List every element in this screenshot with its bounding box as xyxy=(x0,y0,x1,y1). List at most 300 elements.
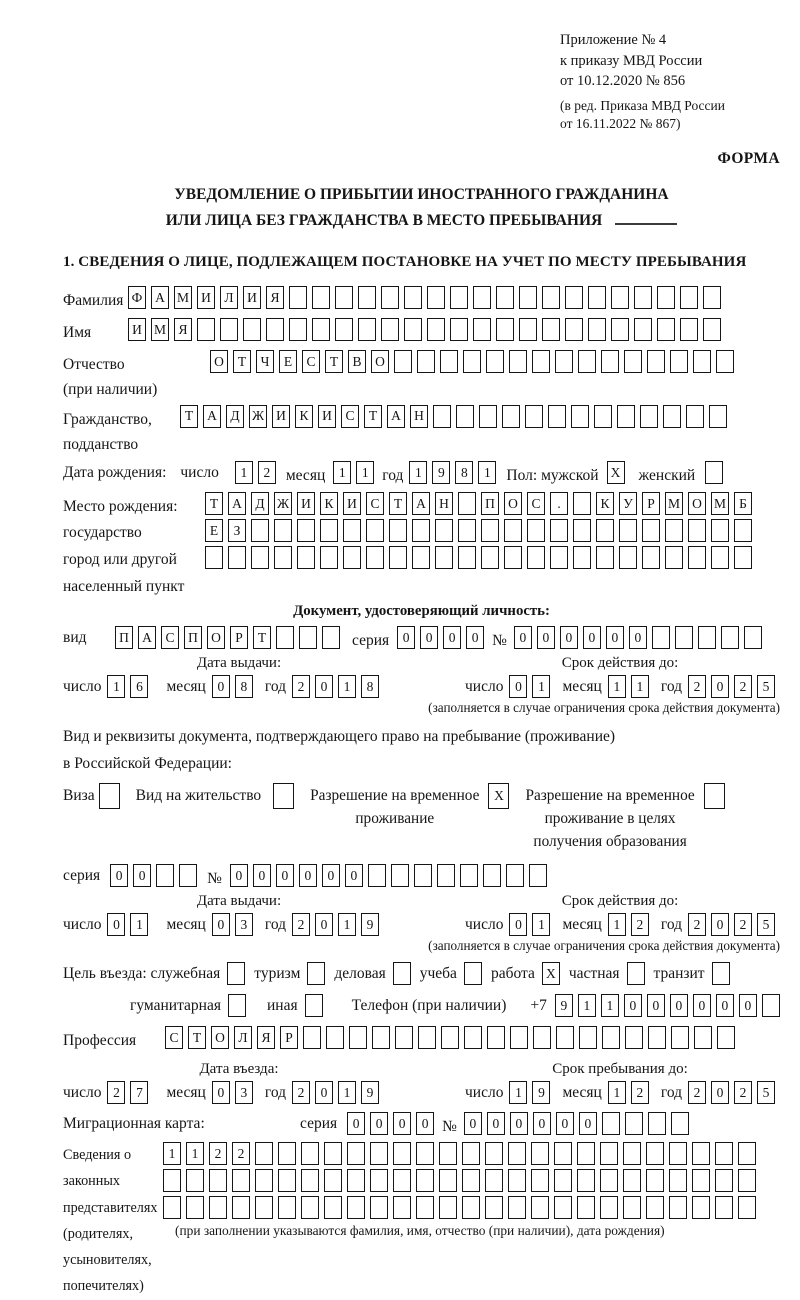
form-cell[interactable]: 2 xyxy=(631,913,649,936)
form-cell[interactable] xyxy=(404,318,422,341)
form-cell[interactable]: А xyxy=(387,405,405,428)
form-cell[interactable]: П xyxy=(115,626,133,649)
form-cell[interactable] xyxy=(519,286,537,309)
form-cell[interactable]: 1 xyxy=(163,1142,181,1165)
form-cell[interactable]: 1 xyxy=(356,461,374,484)
form-cell[interactable] xyxy=(703,318,721,341)
form-cell[interactable] xyxy=(588,286,606,309)
form-cell[interactable] xyxy=(274,519,292,542)
form-cell[interactable]: 2 xyxy=(232,1142,250,1165)
form-cell[interactable] xyxy=(648,1026,666,1049)
male-checkbox[interactable] xyxy=(607,461,625,484)
form-cell[interactable]: П xyxy=(184,626,202,649)
form-cell[interactable]: Я xyxy=(257,1026,275,1049)
form-cell[interactable] xyxy=(381,318,399,341)
form-cell[interactable] xyxy=(508,1169,526,1192)
form-cell[interactable] xyxy=(715,1142,733,1165)
form-cell[interactable]: К xyxy=(295,405,313,428)
form-cell[interactable] xyxy=(601,350,619,373)
form-cell[interactable] xyxy=(571,405,589,428)
form-cell[interactable] xyxy=(504,519,522,542)
phone-cells[interactable] xyxy=(555,994,780,1017)
form-cell[interactable] xyxy=(416,1196,434,1219)
form-cell[interactable] xyxy=(299,626,317,649)
form-cell[interactable]: 7 xyxy=(130,1081,148,1104)
form-cell[interactable]: О xyxy=(371,350,389,373)
form-cell[interactable] xyxy=(370,1169,388,1192)
form-cell[interactable] xyxy=(671,1112,689,1135)
form-cell[interactable]: 1 xyxy=(601,994,619,1017)
form-cell[interactable]: 0 xyxy=(315,1081,333,1104)
form-cell[interactable] xyxy=(481,546,499,569)
form-cell[interactable] xyxy=(652,626,670,649)
form-cell[interactable] xyxy=(623,1196,641,1219)
form-cell[interactable] xyxy=(227,962,245,985)
form-cell[interactable]: 2 xyxy=(292,675,310,698)
form-cell[interactable] xyxy=(301,1196,319,1219)
form-cell[interactable]: 0 xyxy=(393,1112,411,1135)
form-cell[interactable] xyxy=(324,1169,342,1192)
form-cell[interactable] xyxy=(669,1196,687,1219)
form-cell[interactable] xyxy=(433,405,451,428)
form-cell[interactable] xyxy=(502,405,520,428)
form-cell[interactable] xyxy=(404,286,422,309)
form-cell[interactable]: 2 xyxy=(688,1081,706,1104)
form-cell[interactable]: Д xyxy=(226,405,244,428)
form-cell[interactable]: А xyxy=(412,492,430,515)
form-cell[interactable] xyxy=(565,286,583,309)
form-cell[interactable] xyxy=(594,405,612,428)
form-cell[interactable] xyxy=(320,546,338,569)
form-cell[interactable]: 0 xyxy=(693,994,711,1017)
form-cell[interactable] xyxy=(99,783,120,809)
form-cell[interactable] xyxy=(738,1142,756,1165)
form-cell[interactable]: 3 xyxy=(235,1081,253,1104)
form-cell[interactable]: 0 xyxy=(711,675,729,698)
form-cell[interactable] xyxy=(391,864,409,887)
form-cell[interactable]: 0 xyxy=(110,864,128,887)
form-cell[interactable]: 0 xyxy=(420,626,438,649)
form-cell[interactable]: 0 xyxy=(509,675,527,698)
form-cell[interactable] xyxy=(450,286,468,309)
form-cell[interactable] xyxy=(372,1026,390,1049)
form-cell[interactable]: 1 xyxy=(107,675,125,698)
visa-checkbox[interactable] xyxy=(99,783,120,809)
form-cell[interactable] xyxy=(255,1169,273,1192)
form-cell[interactable] xyxy=(343,546,361,569)
form-cell[interactable]: Е xyxy=(205,519,223,542)
form-cell[interactable] xyxy=(473,318,491,341)
form-cell[interactable]: 1 xyxy=(478,461,496,484)
form-cell[interactable] xyxy=(427,318,445,341)
form-cell[interactable] xyxy=(716,350,734,373)
form-cell[interactable]: 2 xyxy=(107,1081,125,1104)
form-cell[interactable]: 0 xyxy=(560,626,578,649)
form-cell[interactable] xyxy=(228,546,246,569)
form-cell[interactable]: 0 xyxy=(133,864,151,887)
form-cell[interactable] xyxy=(550,519,568,542)
form-cell[interactable] xyxy=(312,286,330,309)
form-cell[interactable]: И xyxy=(128,318,146,341)
form-cell[interactable] xyxy=(414,864,432,887)
form-cell[interactable]: Е xyxy=(279,350,297,373)
form-cell[interactable] xyxy=(276,626,294,649)
form-cell[interactable] xyxy=(278,1196,296,1219)
form-cell[interactable] xyxy=(506,864,524,887)
form-cell[interactable] xyxy=(179,864,197,887)
form-cell[interactable] xyxy=(163,1196,181,1219)
form-cell[interactable] xyxy=(416,1142,434,1165)
form-cell[interactable]: 8 xyxy=(361,675,379,698)
form-cell[interactable] xyxy=(642,519,660,542)
form-cell[interactable] xyxy=(324,1196,342,1219)
form-cell[interactable]: Л xyxy=(234,1026,252,1049)
official-checkbox[interactable] xyxy=(227,962,245,985)
form-cell[interactable] xyxy=(458,519,476,542)
form-cell[interactable]: О xyxy=(210,350,228,373)
form-cell[interactable]: 8 xyxy=(235,675,253,698)
form-cell[interactable] xyxy=(418,1026,436,1049)
form-cell[interactable] xyxy=(577,1196,595,1219)
form-cell[interactable] xyxy=(394,350,412,373)
form-cell[interactable]: Д xyxy=(251,492,269,515)
form-cell[interactable] xyxy=(307,962,325,985)
form-cell[interactable]: И xyxy=(272,405,290,428)
form-cell[interactable]: 0 xyxy=(347,1112,365,1135)
form-cell[interactable] xyxy=(600,1196,618,1219)
form-cell[interactable]: 2 xyxy=(292,913,310,936)
form-cell[interactable] xyxy=(209,1169,227,1192)
other-checkbox[interactable] xyxy=(305,994,323,1017)
form-cell[interactable]: К xyxy=(596,492,614,515)
form-cell[interactable] xyxy=(297,546,315,569)
form-cell[interactable] xyxy=(531,1196,549,1219)
form-cell[interactable] xyxy=(416,1169,434,1192)
form-cell[interactable] xyxy=(220,318,238,341)
form-cell[interactable]: 2 xyxy=(209,1142,227,1165)
form-cell[interactable] xyxy=(487,1026,505,1049)
form-cell[interactable]: 1 xyxy=(532,675,550,698)
form-cell[interactable] xyxy=(462,1169,480,1192)
form-cell[interactable] xyxy=(483,864,501,887)
form-cell[interactable] xyxy=(596,546,614,569)
form-cell[interactable]: И xyxy=(243,286,261,309)
form-cell[interactable] xyxy=(717,1026,735,1049)
form-cell[interactable] xyxy=(711,519,729,542)
form-cell[interactable]: 0 xyxy=(370,1112,388,1135)
form-cell[interactable]: И xyxy=(297,492,315,515)
form-cell[interactable]: Т xyxy=(180,405,198,428)
form-cell[interactable] xyxy=(670,350,688,373)
form-cell[interactable] xyxy=(347,1142,365,1165)
form-cell[interactable] xyxy=(326,1026,344,1049)
business-checkbox[interactable] xyxy=(393,962,411,985)
form-cell[interactable] xyxy=(473,286,491,309)
form-cell[interactable] xyxy=(366,519,384,542)
form-cell[interactable] xyxy=(646,1142,664,1165)
form-cell[interactable] xyxy=(435,519,453,542)
form-cell[interactable]: М xyxy=(174,286,192,309)
form-cell[interactable] xyxy=(692,1196,710,1219)
form-cell[interactable] xyxy=(412,519,430,542)
form-cell[interactable]: Ч xyxy=(256,350,274,373)
form-cell[interactable]: Л xyxy=(220,286,238,309)
form-cell[interactable] xyxy=(602,1026,620,1049)
form-cell[interactable]: 1 xyxy=(608,675,626,698)
form-cell[interactable] xyxy=(156,864,174,887)
form-cell[interactable] xyxy=(647,350,665,373)
form-cell[interactable]: У xyxy=(619,492,637,515)
form-cell[interactable] xyxy=(464,1026,482,1049)
form-cell[interactable] xyxy=(542,286,560,309)
form-cell[interactable] xyxy=(450,318,468,341)
form-cell[interactable] xyxy=(255,1196,273,1219)
form-cell[interactable] xyxy=(646,1169,664,1192)
form-cell[interactable] xyxy=(680,318,698,341)
form-cell[interactable] xyxy=(532,350,550,373)
form-cell[interactable] xyxy=(579,1026,597,1049)
study-checkbox[interactable] xyxy=(464,962,482,985)
form-cell[interactable]: 8 xyxy=(455,461,473,484)
form-cell[interactable] xyxy=(163,1169,181,1192)
form-cell[interactable]: 5 xyxy=(757,675,775,698)
form-cell[interactable]: С xyxy=(302,350,320,373)
form-cell[interactable]: 2 xyxy=(688,913,706,936)
form-cell[interactable] xyxy=(301,1169,319,1192)
form-cell[interactable]: 0 xyxy=(579,1112,597,1135)
form-cell[interactable] xyxy=(634,286,652,309)
form-cell[interactable] xyxy=(412,546,430,569)
form-cell[interactable]: 2 xyxy=(734,913,752,936)
form-cell[interactable] xyxy=(510,1026,528,1049)
form-cell[interactable] xyxy=(305,994,323,1017)
form-cell[interactable] xyxy=(347,1169,365,1192)
form-cell[interactable] xyxy=(734,519,752,542)
form-cell[interactable]: 2 xyxy=(292,1081,310,1104)
form-cell[interactable] xyxy=(527,519,545,542)
work-checkbox[interactable] xyxy=(542,962,560,985)
form-cell[interactable] xyxy=(692,1169,710,1192)
form-cell[interactable]: С xyxy=(527,492,545,515)
form-cell[interactable] xyxy=(347,1196,365,1219)
form-cell[interactable] xyxy=(554,1142,572,1165)
form-cell[interactable] xyxy=(712,962,730,985)
form-cell[interactable] xyxy=(463,350,481,373)
humanitarian-checkbox[interactable] xyxy=(228,994,246,1017)
form-cell[interactable]: 1 xyxy=(409,461,427,484)
form-cell[interactable] xyxy=(349,1026,367,1049)
form-cell[interactable]: 1 xyxy=(338,913,356,936)
form-cell[interactable] xyxy=(435,546,453,569)
form-cell[interactable] xyxy=(417,350,435,373)
form-cell[interactable] xyxy=(600,1142,618,1165)
form-cell[interactable]: 2 xyxy=(734,675,752,698)
form-cell[interactable] xyxy=(663,405,681,428)
form-cell[interactable]: X xyxy=(488,783,509,809)
form-cell[interactable] xyxy=(692,1142,710,1165)
form-cell[interactable]: М xyxy=(711,492,729,515)
form-cell[interactable] xyxy=(578,350,596,373)
form-cell[interactable]: 9 xyxy=(432,461,450,484)
form-cell[interactable]: 0 xyxy=(670,994,688,1017)
form-cell[interactable]: З xyxy=(228,519,246,542)
form-cell[interactable]: Т xyxy=(188,1026,206,1049)
form-cell[interactable]: 2 xyxy=(631,1081,649,1104)
form-cell[interactable]: 0 xyxy=(315,675,333,698)
form-cell[interactable] xyxy=(744,626,762,649)
form-cell[interactable]: Т xyxy=(389,492,407,515)
form-cell[interactable]: Т xyxy=(233,350,251,373)
form-cell[interactable]: 0 xyxy=(443,626,461,649)
form-cell[interactable]: 0 xyxy=(253,864,271,887)
form-cell[interactable]: Я xyxy=(174,318,192,341)
form-cell[interactable]: 0 xyxy=(647,994,665,1017)
form-cell[interactable] xyxy=(688,546,706,569)
form-cell[interactable] xyxy=(496,318,514,341)
form-cell[interactable]: А xyxy=(203,405,221,428)
form-cell[interactable]: И xyxy=(318,405,336,428)
form-cell[interactable] xyxy=(533,1026,551,1049)
form-cell[interactable]: 5 xyxy=(757,913,775,936)
form-cell[interactable]: В xyxy=(348,350,366,373)
form-cell[interactable]: 0 xyxy=(345,864,363,887)
form-cell[interactable]: Н xyxy=(410,405,428,428)
form-cell[interactable] xyxy=(209,1196,227,1219)
form-cell[interactable] xyxy=(688,519,706,542)
form-cell[interactable] xyxy=(278,1169,296,1192)
form-cell[interactable] xyxy=(460,864,478,887)
form-cell[interactable]: Т xyxy=(253,626,271,649)
form-cell[interactable]: 3 xyxy=(235,913,253,936)
form-cell[interactable] xyxy=(486,350,504,373)
form-cell[interactable]: 0 xyxy=(230,864,248,887)
form-cell[interactable] xyxy=(278,1142,296,1165)
form-cell[interactable]: 0 xyxy=(606,626,624,649)
form-cell[interactable] xyxy=(393,1142,411,1165)
form-cell[interactable] xyxy=(205,546,223,569)
form-cell[interactable] xyxy=(694,1026,712,1049)
form-cell[interactable]: 1 xyxy=(130,913,148,936)
form-cell[interactable]: 0 xyxy=(212,913,230,936)
form-cell[interactable]: 1 xyxy=(333,461,351,484)
form-cell[interactable] xyxy=(709,405,727,428)
form-cell[interactable]: Н xyxy=(435,492,453,515)
form-cell[interactable]: 0 xyxy=(716,994,734,1017)
form-cell[interactable] xyxy=(508,1142,526,1165)
form-cell[interactable]: 1 xyxy=(186,1142,204,1165)
form-cell[interactable]: 0 xyxy=(212,1081,230,1104)
form-cell[interactable] xyxy=(485,1169,503,1192)
form-cell[interactable] xyxy=(228,994,246,1017)
form-cell[interactable] xyxy=(186,1196,204,1219)
form-cell[interactable] xyxy=(393,1196,411,1219)
form-cell[interactable] xyxy=(624,350,642,373)
form-cell[interactable] xyxy=(550,546,568,569)
form-cell[interactable] xyxy=(312,318,330,341)
form-cell[interactable]: 1 xyxy=(509,1081,527,1104)
form-cell[interactable] xyxy=(458,492,476,515)
form-cell[interactable] xyxy=(640,405,658,428)
form-cell[interactable] xyxy=(504,546,522,569)
form-cell[interactable]: Т xyxy=(205,492,223,515)
form-cell[interactable]: 9 xyxy=(532,1081,550,1104)
form-cell[interactable]: А xyxy=(228,492,246,515)
residence-permit-checkbox[interactable] xyxy=(273,783,294,809)
form-cell[interactable] xyxy=(462,1142,480,1165)
form-cell[interactable]: 0 xyxy=(533,1112,551,1135)
form-cell[interactable]: 0 xyxy=(509,913,527,936)
form-cell[interactable] xyxy=(389,519,407,542)
form-cell[interactable]: 1 xyxy=(338,1081,356,1104)
form-cell[interactable] xyxy=(671,1026,689,1049)
form-cell[interactable]: М xyxy=(151,318,169,341)
form-cell[interactable] xyxy=(704,783,725,809)
form-cell[interactable]: 0 xyxy=(212,675,230,698)
form-cell[interactable] xyxy=(611,318,629,341)
form-cell[interactable] xyxy=(197,318,215,341)
form-cell[interactable] xyxy=(611,286,629,309)
form-cell[interactable] xyxy=(542,318,560,341)
form-cell[interactable] xyxy=(479,405,497,428)
form-cell[interactable]: А xyxy=(151,286,169,309)
form-cell[interactable] xyxy=(693,350,711,373)
form-cell[interactable]: 0 xyxy=(464,1112,482,1135)
form-cell[interactable] xyxy=(625,1026,643,1049)
form-cell[interactable]: 1 xyxy=(235,461,253,484)
form-cell[interactable] xyxy=(573,492,591,515)
form-cell[interactable]: О xyxy=(504,492,522,515)
form-cell[interactable] xyxy=(554,1169,572,1192)
form-cell[interactable] xyxy=(642,546,660,569)
form-cell[interactable] xyxy=(437,864,455,887)
female-checkbox[interactable] xyxy=(705,461,723,484)
form-cell[interactable] xyxy=(548,405,566,428)
form-cell[interactable] xyxy=(600,1169,618,1192)
form-cell[interactable]: 0 xyxy=(322,864,340,887)
form-cell[interactable]: 0 xyxy=(397,626,415,649)
form-cell[interactable] xyxy=(393,1169,411,1192)
form-cell[interactable]: Р xyxy=(230,626,248,649)
form-cell[interactable] xyxy=(555,350,573,373)
form-cell[interactable] xyxy=(703,286,721,309)
form-cell[interactable]: 0 xyxy=(711,1081,729,1104)
form-cell[interactable] xyxy=(370,1196,388,1219)
form-cell[interactable] xyxy=(573,546,591,569)
form-cell[interactable] xyxy=(358,318,376,341)
form-cell[interactable] xyxy=(368,864,386,887)
form-cell[interactable]: 0 xyxy=(739,994,757,1017)
form-cell[interactable] xyxy=(389,546,407,569)
form-cell[interactable] xyxy=(529,864,547,887)
form-cell[interactable]: 0 xyxy=(514,626,532,649)
form-cell[interactable]: 0 xyxy=(711,913,729,936)
form-cell[interactable] xyxy=(458,546,476,569)
form-cell[interactable]: 9 xyxy=(361,1081,379,1104)
form-cell[interactable]: Б xyxy=(734,492,752,515)
form-cell[interactable]: О xyxy=(207,626,225,649)
form-cell[interactable] xyxy=(705,461,723,484)
form-cell[interactable] xyxy=(485,1142,503,1165)
form-cell[interactable]: 2 xyxy=(258,461,276,484)
form-cell[interactable] xyxy=(439,1169,457,1192)
form-cell[interactable] xyxy=(481,519,499,542)
form-cell[interactable]: 2 xyxy=(734,1081,752,1104)
form-cell[interactable] xyxy=(573,519,591,542)
form-cell[interactable] xyxy=(255,1142,273,1165)
form-cell[interactable] xyxy=(320,519,338,542)
form-cell[interactable]: М xyxy=(665,492,683,515)
form-cell[interactable]: 0 xyxy=(276,864,294,887)
